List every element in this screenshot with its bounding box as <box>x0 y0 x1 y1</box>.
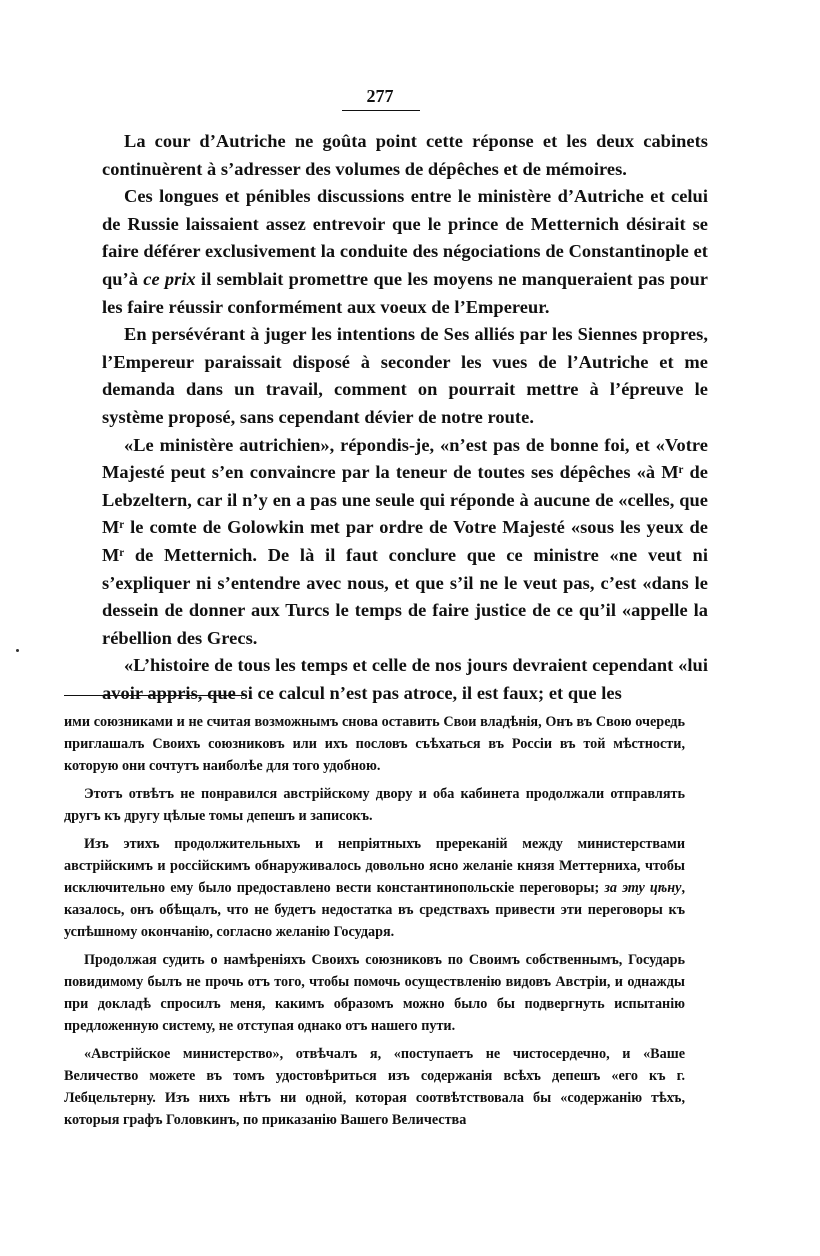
french-paragraph-1: La cour d’Autriche ne goûta point cette réponse et les deux cabinets continuèrent à s’adresser des volumes de dépêches et de mémoires. <box>102 131 708 179</box>
french-paragraph-5: «L’histoire de tous les temps et celle de nos jours devraient cependant «lui avoir appris, que si ce calcul n’est pas atroce, il est faux; et que les <box>102 655 708 703</box>
russian-paragraph-3-part-a: Изъ этихъ продолжительныхъ и непріятныхъ пререканій между министерствами австрійскимъ и россійскимъ обнаруживалось довольно ясно желаніе князя Меттерниха, чтобы исключительно ему было предоставлено вести константинопольскіе переговоры; <box>64 836 685 896</box>
french-emphasis-ce-prix: ce prix <box>143 268 196 289</box>
french-paragraph-2-part-a: Ces longues et pénibles discussions entre le ministère d’Autriche et celui de Russie laissaient assez entrevoir que le prince de Metternich désirait se faire déférer exclusivement la conduite des négociations de Constantinople et qu’à <box>102 186 708 289</box>
russian-paragraph-2: Этотъ отвѣтъ не понравился австрійскому двору и оба кабинета продолжали отправлять другъ къ другу цѣлые томы депешъ и записокъ. <box>64 786 685 824</box>
french-paragraph-4: «Le ministère autrichien», répondis-je, «n’est pas de bonne foi, et «Votre Majesté peut s’en convaincre par la teneur de toutes ses dépêches «à Mʳ de Lebzeltern, car il n’y en a pas une seule qui réponde à aucune de «celles, que Mʳ le comte de Golowkin met par ordre de Votre Majesté «sous les yeux de Mʳ de Metternich. De là il faut conclure que ce ministre «ne veut ni s’expliquer ni s’entendre avec nous, et que s’il ne le veut pas, c’est «dans le dessein de donner aux Turcs le temps de faire justice de ce qu’il «appelle la rébellion des Grecs. <box>102 434 708 648</box>
page-number-rule <box>342 110 420 111</box>
russian-paragraph-4: Продолжая судить о намѣреніяхъ Своихъ союзниковъ по Своимъ собственнымъ, Государь повидимому былъ не прочь отъ того, чтобы помочь осуществленію видовъ Австріи, и однажды при докладѣ спросилъ меня, какимъ образомъ можно было бы подвергнуть испытанію предложенную систему, не отступая однако отъ нашего пути. <box>64 952 685 1034</box>
russian-paragraph-1: ими союзниками и не считая возможнымъ снова оставить Свои владѣнія, Онъ въ Свою очередь приглашалъ Своихъ союзниковъ или ихъ пословъ съѣхаться въ Россіи въ той мѣстности, которую они сочтутъ наиболѣе для того удобною. <box>64 714 685 774</box>
french-paragraph-2-part-b: il semblait promettre que les moyens ne manqueraient pas pour les faire réussir conformément aux voeux de l’Empereur. <box>102 268 708 317</box>
russian-translation-text <box>64 711 685 1131</box>
french-paragraph-2 <box>102 183 708 321</box>
french-main-text <box>102 128 708 707</box>
footnote-separator-rule <box>64 695 244 696</box>
page-number: 277 <box>366 86 394 106</box>
russian-paragraph-5: «Австрійское министерство», отвѣчалъ я, «поступаетъ не чистосердечно, и «Ваше Величество можете въ томъ удостовѣриться изъ содержанія всѣхъ депешъ «его къ г. Лебцельтерну. Изъ нихъ нѣтъ ни одной, которая соотвѣтствовала бы «содержанію тѣхъ, которыя графъ Головкинъ, по приказанію Вашего Величества <box>64 1046 685 1128</box>
french-paragraph-3: En persévérant à juger les intentions de Ses alliés par les Siennes propres, l’Empereur paraissait disposé à seconder les vues de l’Autriche et me demanda dans un travail, comment on pourrait mettre à l’épreuve le système proposé, sans cependant dévier de notre route. <box>102 324 708 427</box>
russian-paragraph-3-part-b: , казалось, онъ обѣщалъ, что не будетъ недостатка въ средствахъ привести эти переговоры къ успѣшному окончанію, согласно желанію Государя. <box>64 880 685 940</box>
russian-paragraph-3 <box>64 833 685 943</box>
russian-emphasis-za-etu-cenu: за эту цѣну <box>604 880 682 896</box>
margin-speck <box>16 649 19 652</box>
